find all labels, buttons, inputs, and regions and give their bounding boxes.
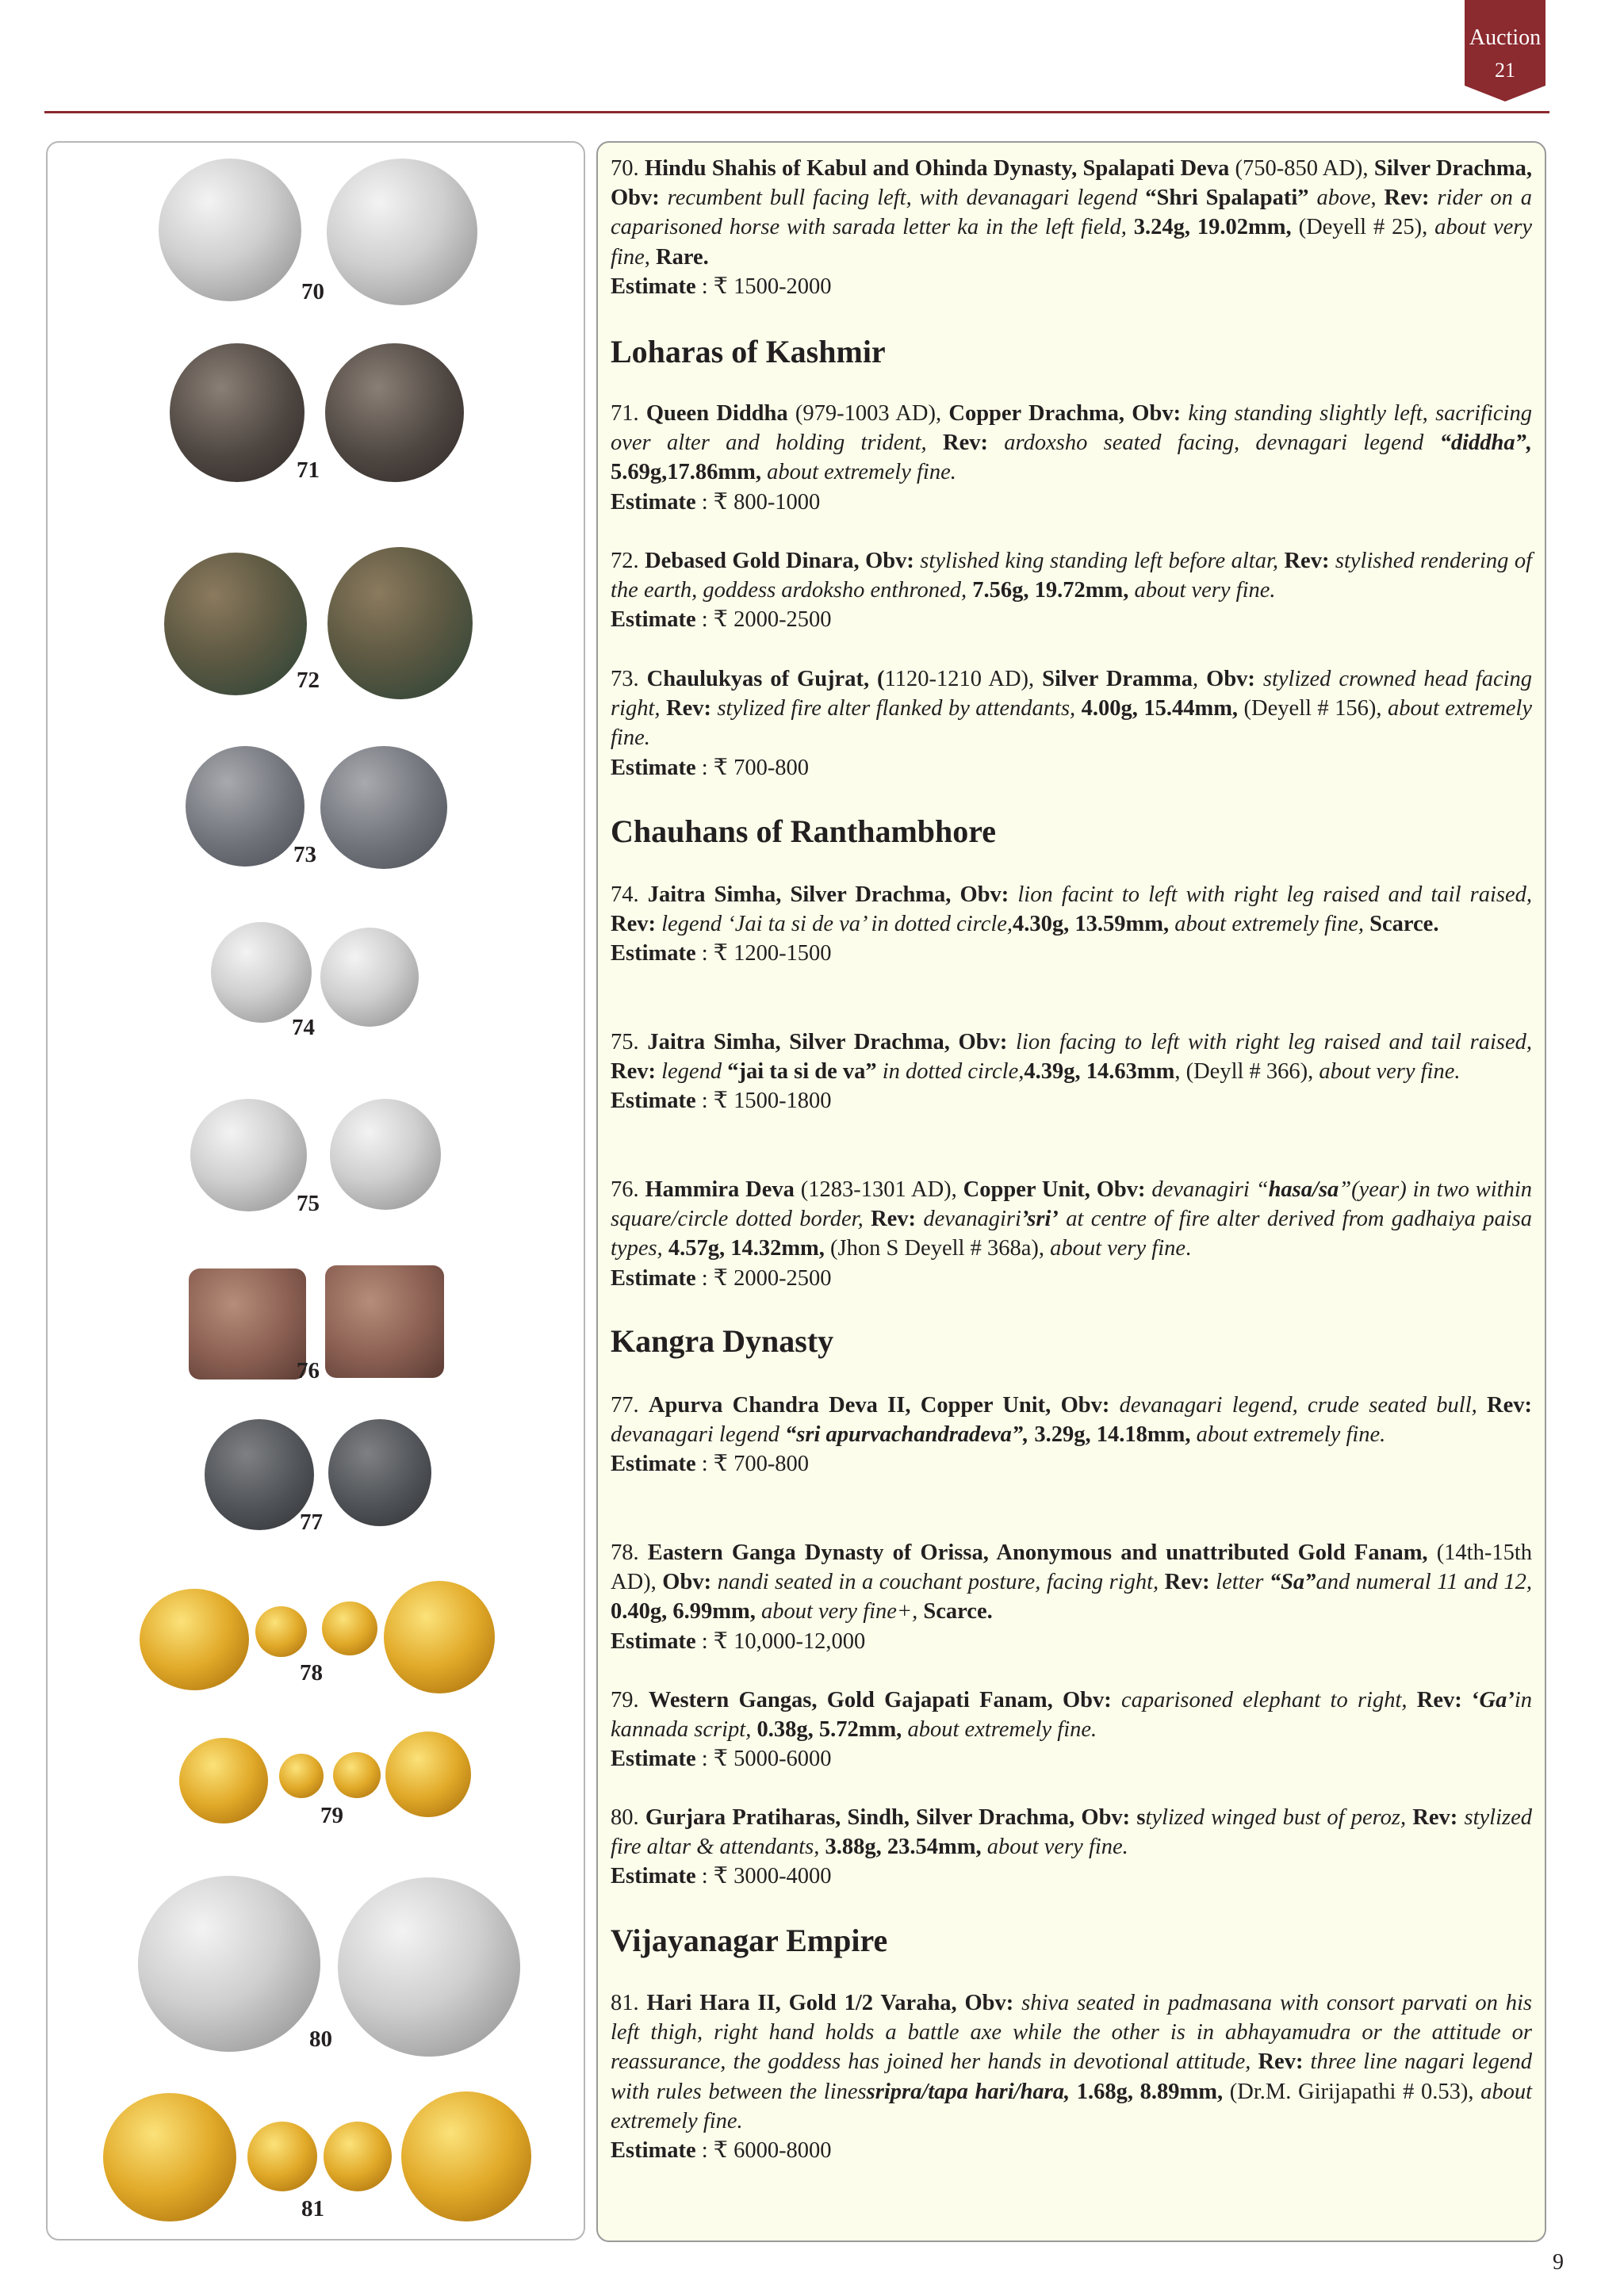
lot-text-run: 72. [611, 549, 645, 573]
coin-80-obverse [138, 1876, 320, 2052]
lot-text-run: Rev: [1384, 186, 1430, 211]
lot-text-run: Silver Drachma, Obv: [611, 156, 1532, 211]
lot-73 [611, 664, 1532, 783]
lot-estimate [611, 1744, 1532, 1774]
lot-text-run: Apurva Chandra Deva II, Copper Unit, Obv: [648, 1393, 1110, 1418]
coin-74-obverse [211, 922, 312, 1023]
lot-estimate [611, 488, 1532, 517]
lot-text-run: stylized fire altar & attendants, [611, 1805, 1533, 1860]
lot-text-run: about extremely fine, [1169, 912, 1370, 937]
lot-text-run: 4.39g, 14.63mm [1024, 1059, 1175, 1085]
lot-text-run: about very fine [1050, 1236, 1186, 1261]
lot-text-run: “sri apurvachandradeva”, [785, 1422, 1029, 1448]
lot-text-run: 4.57g, 14.32mm, [668, 1236, 825, 1261]
lot-text-run: legend [655, 1059, 728, 1085]
lot-text-run: 3.29g, 14.18mm, [1028, 1422, 1191, 1448]
estimate-label: Estimate [611, 1628, 696, 1654]
lot-text-run: Rev: ‘ [1416, 1688, 1480, 1712]
estimate-label: Estimate [611, 755, 696, 780]
coin-81-obverse-large [103, 2093, 236, 2221]
estimate-label: Estimate [611, 1265, 696, 1291]
lot-text-run: , (Deyll # 366), [1174, 1059, 1320, 1085]
coin-79-reverse-large [385, 1732, 471, 1817]
estimate-label: Estimate [611, 1864, 696, 1889]
estimate-value: : ₹ 800-1000 [695, 489, 821, 515]
lot-text-run: devanagiri “ [1145, 1177, 1269, 1202]
coin-72-obverse [164, 553, 307, 695]
lot-description [611, 1175, 1532, 1264]
lot-text-run: Western Gangas, Gold Gajapati Fanam, Obv: [648, 1688, 1112, 1712]
lot-text-run: lion facing to left with right leg raised and tail raised, [1007, 1030, 1532, 1054]
lot-text-run: lion facint to left with right leg raised and tail raised, [1009, 882, 1532, 907]
lot-81 [611, 1988, 1532, 2165]
lot-text-run: Rev: [1258, 2049, 1304, 2075]
coin-label-75: 75 [297, 1191, 320, 1216]
lot-text-run: (Jhon S Deyell # 368a), [824, 1236, 1051, 1261]
coin-label-74: 74 [292, 1015, 315, 1040]
coin-label-76: 76 [297, 1358, 320, 1383]
lot-text-run: ardoxsho seated facing, devnagari legend [987, 430, 1440, 456]
lot-80 [611, 1803, 1532, 1892]
lot-71 [611, 399, 1532, 517]
estimate-value: : ₹ 1200-1500 [695, 941, 832, 966]
coin-81-reverse-small [324, 2122, 392, 2191]
lot-description [611, 154, 1532, 272]
lot-text-run: and numeral 11 and 12, [1316, 1570, 1532, 1595]
lot-text-run: 3.24g, 19.02mm, [1133, 215, 1292, 240]
lot-text-run: Rev: [1412, 1805, 1458, 1830]
lot-text-run: Copper Drachma, Obv: [948, 401, 1182, 426]
lot-text-run: Obv: [662, 1570, 712, 1595]
badge-shape [1465, 0, 1545, 101]
lot-text-run: above [1308, 186, 1371, 211]
coin-label-70: 70 [301, 279, 324, 304]
lot-text-run: 81. [611, 1991, 647, 2015]
estimate-value: : ₹ 5000-6000 [695, 1747, 832, 1772]
lot-text-run: , [644, 244, 656, 270]
lot-text-run: (Deyell # 156), [1238, 696, 1388, 721]
lot-text-run: Rev: [611, 1059, 656, 1085]
estimate-label: Estimate [611, 1452, 696, 1477]
lot-75 [611, 1027, 1532, 1116]
lot-text-run: letter [1209, 1570, 1270, 1595]
lot-text-run: about extremely fine. [1190, 1422, 1386, 1448]
lot-text-run: king standing slightly left, sacrificing over alter and holding trident, [611, 401, 1532, 456]
lot-text-run: 4.00g, 15.44mm, [1081, 696, 1239, 721]
lot-text-run: Silver Dramma [1042, 667, 1193, 691]
lot-text-run: stylized crowned head facing right, [611, 667, 1533, 721]
lot-estimate [611, 939, 1532, 968]
lot-78 [611, 1538, 1532, 1656]
estimate-value: : ₹ 700-800 [695, 1452, 810, 1477]
lot-text-run: 5.69g,17.86mm, [611, 460, 761, 485]
badge-title: Auction [1469, 25, 1542, 50]
lot-text-run: about extremely fine. [902, 1717, 1097, 1743]
coin-73-reverse [320, 746, 447, 869]
coin-label-78: 78 [300, 1660, 323, 1686]
lot-description [611, 399, 1532, 488]
coin-76-obverse [189, 1269, 306, 1380]
lot-text-run: 74. [611, 882, 648, 907]
section-heading-loharas: Loharas of Kashmir [611, 334, 886, 369]
lot-text-run: 71. [611, 401, 646, 426]
lot-text-run: about very fine+, [755, 1599, 924, 1624]
estimate-value: : ₹ 2000-2500 [695, 607, 832, 633]
coin-label-77: 77 [300, 1510, 323, 1535]
lot-text-run: 78. [611, 1540, 648, 1565]
coin-75-obverse [190, 1099, 307, 1211]
lot-text-run: stylished king standing left before altar, [914, 549, 1285, 573]
estimate-value: : ₹ 2000-2500 [695, 1265, 832, 1291]
lot-text-run: Eastern Ganga Dynasty of Orissa, Anonymous and unattributed Gold Fanam, [647, 1540, 1428, 1565]
page-number: 9 [1553, 2250, 1564, 2275]
lot-text-run: (750-850 AD), [1229, 156, 1374, 181]
lot-description [611, 1686, 1532, 1744]
lot-text-run: 80. [611, 1805, 645, 1830]
estimate-label: Estimate [611, 489, 696, 515]
estimate-value: : ₹ 1500-1800 [695, 1089, 832, 1114]
lot-text-run: devanagiri [916, 1207, 1021, 1232]
lot-text-run: 76. [611, 1177, 645, 1202]
lot-estimate [611, 753, 1532, 783]
lot-estimate [611, 1086, 1532, 1115]
lot-text-run: legend ‘Jai ta si de va’ in dotted circle, [655, 912, 1013, 937]
coin-81-obverse-small [247, 2122, 317, 2191]
coin-79-obverse-large [179, 1738, 268, 1823]
lot-text-run: 4.30g, 13.59mm, [1013, 912, 1170, 937]
lot-text-run: Queen Diddha [645, 401, 788, 426]
lot-text-run: devanagari legend, crude seated bull, [1109, 1393, 1488, 1418]
lot-text-run: hasa/sa [1268, 1177, 1339, 1202]
coin-74-reverse [320, 928, 419, 1027]
lot-text-run: rider on a caparisoned horse with sarada letter ka in the left field, [611, 186, 1532, 240]
coin-78-obverse-large [140, 1589, 249, 1690]
estimate-label: Estimate [611, 1747, 696, 1772]
lot-text-run: Hindu Shahis of Kabul and Ohinda Dynasty, Spalapati Deva [644, 156, 1230, 181]
estimate-value: : ₹ 3000-4000 [695, 1864, 832, 1889]
lot-text-run: “Sa” [1269, 1570, 1316, 1595]
lot-text-run: (Deyell # 25), [1291, 215, 1435, 240]
lot-text-run: Scarce. [1369, 912, 1439, 937]
lot-text-run: about extremely fine. [611, 696, 1533, 751]
lot-text-run: , [1370, 186, 1385, 211]
lot-text-run: Scarce. [923, 1599, 993, 1624]
lot-text-run: devanagari legend [611, 1422, 786, 1448]
coin-71-reverse [325, 343, 464, 482]
lot-text-run: “diddha”, [1439, 430, 1532, 456]
coin-label-73: 73 [293, 842, 316, 867]
lot-description [611, 1803, 1532, 1862]
header-rule [44, 111, 1549, 113]
lot-estimate [611, 1627, 1532, 1656]
lot-text-run: (Dr.M. Girijapathi # 0.53), [1223, 2079, 1481, 2104]
lot-text-run: 0.38g, 5.72mm, [756, 1717, 902, 1743]
lot-description [611, 880, 1532, 939]
lot-text-run: tylized winged bust of peroz, [1145, 1805, 1413, 1830]
estimate-label: Estimate [611, 2138, 696, 2164]
coin-label-71: 71 [297, 457, 320, 483]
coin-70-obverse [159, 159, 301, 301]
lot-text-run: at centre of fire alter derived from gadhaiya paisa types, [611, 1207, 1532, 1261]
lot-text-run: (1283-1301 AD), [794, 1177, 963, 1202]
lot-77 [611, 1391, 1532, 1479]
lot-estimate [611, 605, 1532, 634]
estimate-label: Estimate [611, 607, 696, 633]
coin-77-reverse [328, 1419, 431, 1526]
lot-text-run: 73. [611, 667, 647, 691]
lot-text-run: 79. [611, 1688, 649, 1712]
auction-badge [1465, 0, 1545, 101]
coin-81-reverse-large [401, 2091, 531, 2221]
lot-text-run: Jaitra Simha, Silver Drachma, Obv: [647, 882, 1009, 907]
estimate-label: Estimate [611, 1089, 696, 1114]
lot-text-run: “Shri Spalapati” [1145, 186, 1309, 211]
lot-description [611, 546, 1532, 605]
lot-estimate [611, 272, 1532, 301]
coin-75-reverse [330, 1099, 441, 1210]
lot-text-run: 1120-1210 AD), [884, 667, 1043, 691]
lot-text-run: (14th-15th AD), [611, 1540, 1533, 1595]
section-heading-chauhans: Chauhans of Ranthambhore [611, 813, 997, 849]
lot-estimate [611, 1449, 1532, 1479]
lot-76 [611, 1175, 1532, 1293]
lot-text-run: Rev: [666, 696, 711, 721]
estimate-value: : ₹ 10,000-12,000 [695, 1628, 866, 1654]
lot-text-run: Obv: [1206, 667, 1255, 691]
coin-73-obverse [186, 746, 304, 867]
lot-description [611, 1391, 1532, 1449]
estimate-value: : ₹ 1500-2000 [695, 274, 832, 299]
lot-text-run: about extremely fine. [611, 2079, 1533, 2133]
lot-text-run: in kannada script, [611, 1688, 1532, 1743]
lot-text-run: about very fine. [1319, 1059, 1461, 1085]
lot-text-run: shiva seated in padmasana with consort parvati on his left thigh, right hand holds a battle axe while the other is in abhayamudra or the attitude or reassurance, the goddess has joined her hands in devotional attitude, [611, 1991, 1532, 2075]
lot-text-run: stylished rendering of the earth, goddess ardoksho enthroned, [611, 549, 1533, 603]
lot-text-run: Rare. [656, 244, 709, 270]
coin-78-obverse-small [255, 1606, 307, 1657]
coin-77-obverse [205, 1419, 314, 1530]
lot-text-run: Hari Hara II, Gold 1/2 Varaha, Obv: [646, 1991, 1014, 2015]
lot-text-run: Hammira Deva [645, 1177, 795, 1202]
coin-79-obverse-small [279, 1754, 324, 1798]
section-heading-vijayanagar: Vijayanagar Empire [611, 1923, 888, 1958]
lot-text-run: 0.40g, 6.99mm, [611, 1599, 756, 1624]
lot-text-run: Jaitra Simha, Silver Drachma, Obv: [647, 1030, 1008, 1054]
section-heading-kangra: Kangra Dynasty [611, 1323, 834, 1359]
coin-label-80: 80 [309, 2026, 332, 2052]
coin-71-obverse [170, 343, 304, 482]
lot-text-run: Rev: [943, 430, 988, 456]
lot-text-run: 7.56g, 19.72mm, [972, 578, 1129, 603]
lot-70 [611, 154, 1532, 301]
coin-label-81: 81 [301, 2196, 324, 2221]
lot-estimate [611, 1862, 1532, 1891]
lot-text-run: Debased Gold Dinara, Obv: [645, 549, 914, 573]
lot-description [611, 1538, 1532, 1627]
lot-74 [611, 880, 1532, 969]
lot-text-run: sripra/tapa hari/hara, [866, 2079, 1071, 2104]
lot-text-run: , [1193, 667, 1207, 691]
lot-79 [611, 1686, 1532, 1774]
lot-text-run: 70. [611, 156, 645, 181]
estimate-label: Estimate [611, 274, 696, 299]
lot-text-run: nandi seated in a couchant posture, facing right, [711, 1570, 1165, 1595]
lot-text-run: . [1185, 1236, 1192, 1261]
lot-text-run: ’sri’ [1021, 1207, 1059, 1232]
lot-text-run: Rev: [1164, 1570, 1210, 1595]
coin-79-reverse-small [333, 1752, 381, 1798]
coin-78-reverse-large [384, 1581, 495, 1693]
lot-text-run: Rev: [611, 912, 656, 937]
coin-label-72: 72 [297, 668, 320, 693]
lot-text-run: in dotted circle, [876, 1059, 1025, 1085]
lot-text-run: Ga’ [1479, 1688, 1515, 1712]
estimate-label: Estimate [611, 941, 696, 966]
lot-text-run: three line nagari legend with rules between the lines [611, 2049, 1533, 2104]
lot-text-run: Rev: [1284, 549, 1330, 573]
lot-text-run: Gurjara Pratiharas, Sindh, Silver Drachma, Obv: s [645, 1805, 1146, 1830]
estimate-value: : ₹ 6000-8000 [695, 2138, 832, 2164]
lot-text-run: 1.68g, 8.89mm, [1070, 2079, 1224, 2104]
lot-estimate [611, 2136, 1532, 2165]
lot-text-run: Chaulukyas of Gujrat, ( [646, 667, 885, 691]
lot-text-run: 3.88g, 23.54mm, [825, 1835, 982, 1860]
lot-text-run: caparisoned elephant to right, [1111, 1688, 1417, 1712]
lot-text-run: (979-1003 AD), [787, 401, 949, 426]
badge-number: 21 [1495, 59, 1515, 82]
coin-80-reverse [338, 1877, 520, 2057]
coin-label-79: 79 [320, 1803, 343, 1828]
lot-text-run: ”(year) in two within square/circle dotted border, [611, 1177, 1532, 1232]
lot-text-run: about extremely fine. [760, 460, 956, 485]
lot-text-run: “jai ta si de va” [727, 1059, 877, 1085]
lot-text-run: about very fine [611, 215, 1532, 270]
lot-text-run: stylized fire alter flanked by attendants, [711, 696, 1082, 721]
lot-text-run: recumbent bull facing left, with devanagari legend [659, 186, 1146, 211]
lot-description [611, 664, 1532, 753]
coin-72-reverse [327, 547, 473, 699]
lot-text-run: about very fine. [981, 1835, 1128, 1860]
lot-text-run: about very fine. [1128, 578, 1276, 603]
lot-text-run: 75. [611, 1030, 648, 1054]
coin-70-reverse [327, 159, 477, 305]
coin-76-reverse [325, 1265, 444, 1378]
lot-estimate [611, 1264, 1532, 1293]
lot-72 [611, 546, 1532, 635]
lot-description [611, 1027, 1532, 1086]
lot-text-run: Copper Unit, Obv: [963, 1177, 1146, 1202]
lot-text-run: Rev: [871, 1207, 917, 1232]
estimate-value: : ₹ 700-800 [695, 755, 810, 780]
coin-78-reverse-small [322, 1601, 377, 1655]
lot-description [611, 1988, 1532, 2136]
lot-text-run: Rev: [1487, 1393, 1533, 1418]
lot-text-run: 77. [611, 1393, 649, 1418]
